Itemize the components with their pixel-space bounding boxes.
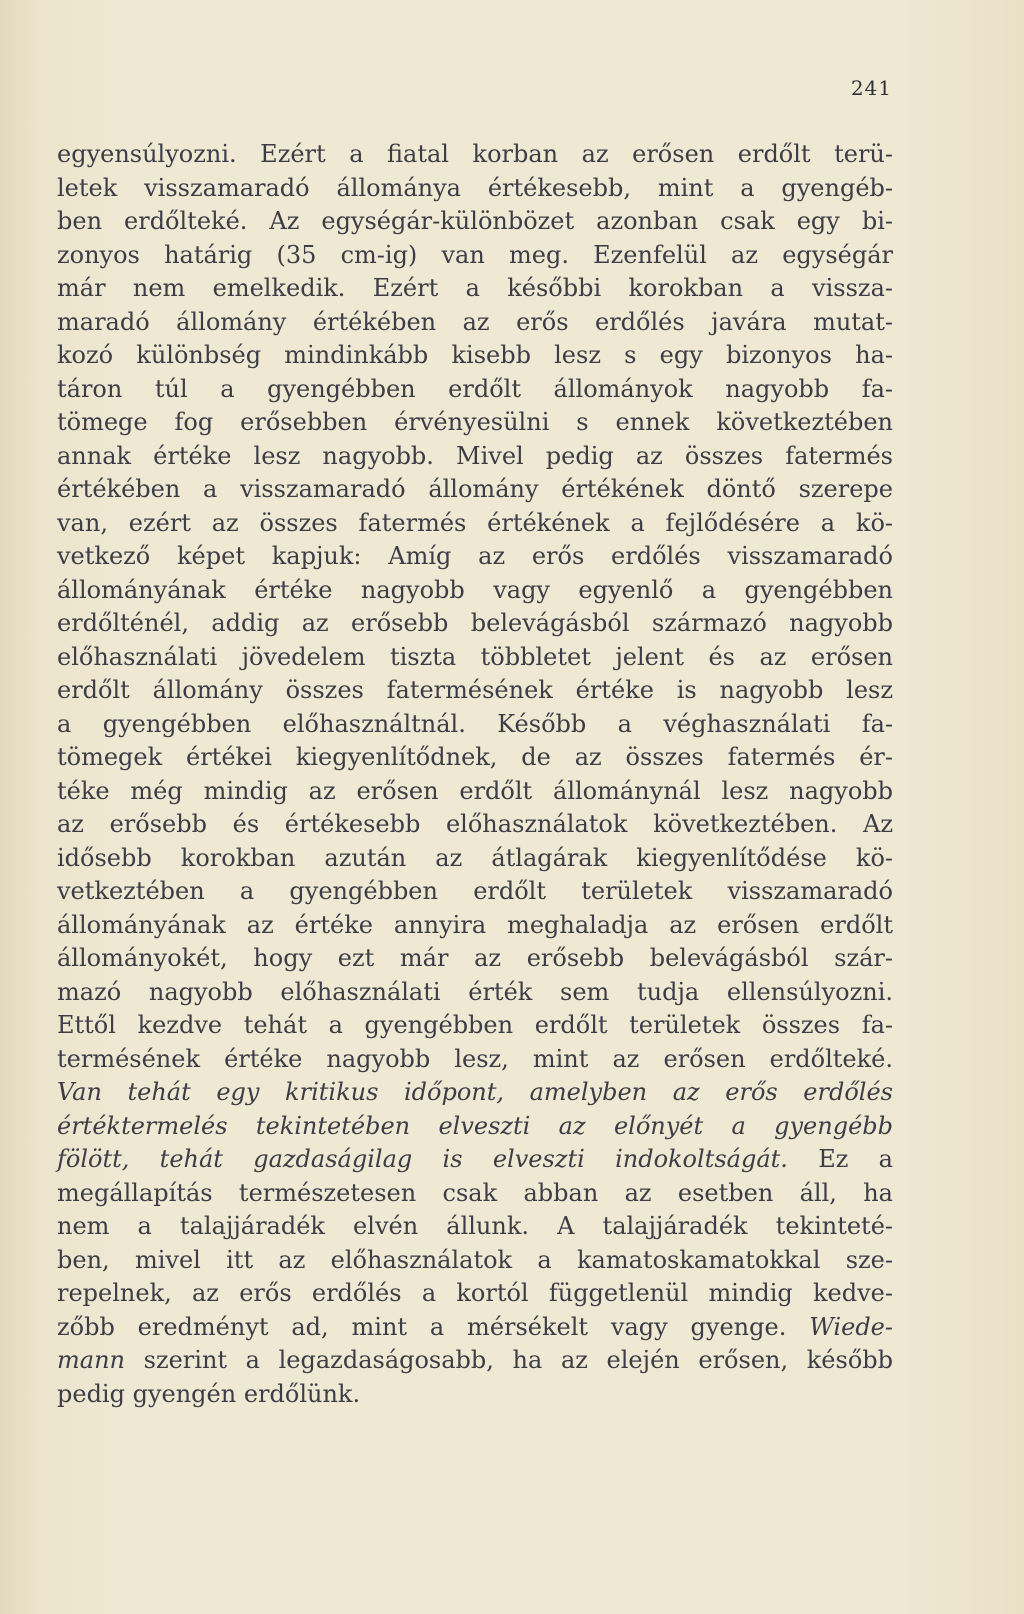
text-line: megállapítás természetesen csak abban az esetben áll, ha <box>57 1178 893 1207</box>
italic-segment: mann <box>57 1346 125 1374</box>
normal-segment: szerint a legazdaságosabb, ha az elején erősen, később <box>124 1346 893 1374</box>
text-line: annak értéke lesz nagyobb. Mivel pedig az összes fatermés <box>57 441 893 470</box>
text-line: vetkeztében a gyengébben erdőlt területek visszamaradó <box>57 877 893 905</box>
text-line: idősebb korokban azután az átlagárak kiegyenlítődése kö- <box>57 843 893 872</box>
page-number: 241 <box>850 76 892 100</box>
text-line: van, ezért az összes fatermés értékének a fejlődésére a kö- <box>57 508 893 537</box>
text-line: a gyengébben előhasználtnál. Később a véghasználati fa- <box>57 709 893 738</box>
text-line: Ettől kezdve tehát a gyengébben erdőlt területek összes fa- <box>57 1011 893 1039</box>
text-line: állományának az értéke annyira meghaladja az erősen erdőlt <box>57 910 893 939</box>
normal-segment: zőbb eredményt ad, mint a mérsékelt vagy gyenge. <box>57 1312 810 1341</box>
text-line: tömege fog erősebben érvényesülni s ennek következtében <box>57 408 893 436</box>
mixed-text-line <box>57 1311 893 1345</box>
text-line: nem a talajjáradék elvén állunk. A talajjáradék tekinteté- <box>57 1212 893 1240</box>
body-text <box>57 138 893 1411</box>
text-line: az erősebb és értékesebb előhasználatok következtében. Az <box>57 810 893 838</box>
text-line: erdőlténél, addig az erősebb belevágásból származó nagyobb <box>57 609 893 637</box>
mixed-text-line <box>57 1143 893 1177</box>
text-line: állományokét, hogy ezt már az erősebb belevágásból szár- <box>57 944 893 972</box>
mixed-text-line <box>57 1344 893 1378</box>
text-line: erdőlt állomány összes fatermésének értéke is nagyobb lesz <box>57 676 893 704</box>
text-line: ben erdőlteké. Az egységár-különbözet azonban csak egy bi- <box>57 207 893 235</box>
text-line: mazó nagyobb előhasználati érték sem tudja ellensúlyozni. <box>57 977 893 1006</box>
text-line: téke még mindig az erősen erdőlt állománynál lesz nagyobb <box>57 776 893 805</box>
text-line: egyensúlyozni. Ezért a fiatal korban az erősen erdőlt terü- <box>57 140 893 168</box>
text-line: zonyos határig (35 cm-ig) van meg. Ezenfelül az egységár <box>57 240 893 269</box>
final-text-line: pedig gyengén erdőlünk. <box>57 1379 361 1408</box>
text-line: állományának értéke nagyobb vagy egyenlő a gyengébben <box>57 575 893 604</box>
text-line: repelnek, az erős erdőlés a kortól függetlenül mindig kedve- <box>57 1279 893 1307</box>
italic-segment: fölött, tehát gazdaságilag is elveszti indokoltságát. <box>57 1145 788 1173</box>
normal-segment: Ez a <box>787 1145 893 1173</box>
text-line: letek visszamaradó állománya értékesebb, mint a gyengéb- <box>57 173 893 202</box>
text-line: táron túl a gyengébben erdőlt állományok nagyobb fa- <box>57 374 893 403</box>
italic-text-line: értéktermelés tekintetében elveszti az előnyét a gyengébb <box>57 1111 893 1140</box>
italic-text-line: Van tehát egy kritikus időpont, amelyben az erős erdőlés <box>57 1078 893 1106</box>
text-line: maradó állomány értékében az erős erdőlés javára mutat- <box>57 307 893 336</box>
text-line: tömegek értékei kiegyenlítődnek, de az összes fatermés ér- <box>57 743 893 771</box>
text-line: értékében a visszamaradó állomány értékének döntő szerepe <box>57 475 893 503</box>
text-line: termésének értéke nagyobb lesz, mint az erősen erdőlteké. <box>57 1044 893 1073</box>
text-line: már nem emelkedik. Ezért a későbbi korokban a vissza- <box>57 274 893 302</box>
text-line: ben, mivel itt az előhasználatok a kamatoskamatokkal sze- <box>57 1245 893 1274</box>
text-line: vetkező képet kapjuk: Amíg az erős erdőlés visszamaradó <box>57 542 893 570</box>
italic-segment: Wiede- <box>809 1312 893 1341</box>
text-line: előhasználati jövedelem tiszta többletet jelent és az erősen <box>57 642 893 671</box>
text-line: kozó különbség mindinkább kisebb lesz s egy bizonyos ha- <box>57 341 893 369</box>
